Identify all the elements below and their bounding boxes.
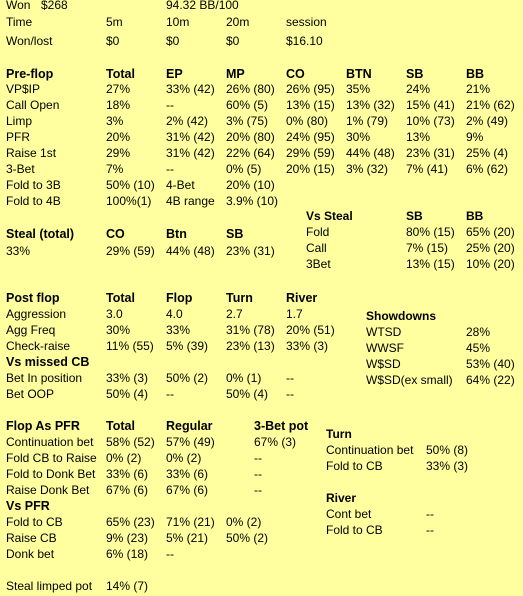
vs-pfr-row-cell: 6% (18) <box>106 547 149 561</box>
showdowns-row-value: 28% <box>466 325 491 339</box>
flop-pfr-col-header: Total <box>106 419 135 433</box>
vs-missed-cb-row-cell: 50% (2) <box>166 371 209 385</box>
vs-steal-row-label: 3Bet <box>306 257 331 271</box>
turn-row-value: 50% (8) <box>426 443 469 457</box>
preflop-col-header: BB <box>466 67 485 81</box>
vs-steal-row-label: Call <box>306 241 327 255</box>
preflop-row-label: VP$IP <box>6 82 41 96</box>
vs-pfr-row-cell: 0% (2) <box>226 515 262 529</box>
flop-pfr-col-header: Regular <box>166 419 213 433</box>
river-row-label: Fold to CB <box>326 523 383 537</box>
preflop-col-header: Total <box>106 67 135 81</box>
vs-steal-row-cell: 10% (20) <box>466 257 515 271</box>
postflop-title: Post flop <box>6 291 60 305</box>
preflop-row-cell: 21% (62) <box>466 98 515 112</box>
vs-steal-title: Vs Steal <box>306 209 353 223</box>
preflop-row-cell: 13% (15) <box>286 98 335 112</box>
postflop-row-label: Agg Freq <box>6 323 56 337</box>
flop-pfr-row-label: Fold CB to Raise <box>6 451 97 465</box>
flop-pfr-row-cell: -- <box>254 483 262 497</box>
preflop-title: Pre-flop <box>6 67 54 81</box>
preflop-row-cell: 6% (62) <box>466 162 509 176</box>
steal-limped-label: Steal limped pot <box>6 579 93 593</box>
postflop-row-cell: 2.7 <box>226 307 243 321</box>
preflop-row-cell: 50% (10) <box>106 178 155 192</box>
preflop-row-cell: 7% <box>106 162 124 176</box>
preflop-row-cell: 26% (95) <box>286 82 335 96</box>
postflop-row-cell: 33% (3) <box>286 339 329 353</box>
preflop-row-cell: 4B range <box>166 194 215 208</box>
turn-title: Turn <box>326 427 352 441</box>
vs-pfr-row-cell: 50% (2) <box>226 531 269 545</box>
vs-steal-row-cell: 25% (20) <box>466 241 515 255</box>
preflop-row-label: 3-Bet <box>6 162 35 176</box>
preflop-row-cell: 2% (49) <box>466 114 509 128</box>
showdowns-row-label: WWSF <box>366 341 404 355</box>
wonlost-label: Won/lost <box>6 34 53 48</box>
time-col: 10m <box>166 15 190 29</box>
preflop-row-cell: 1% (79) <box>346 114 389 128</box>
preflop-row-cell: 20% (10) <box>226 178 275 192</box>
postflop-row-label: Aggression <box>6 307 67 321</box>
preflop-row-label: Raise 1st <box>6 146 57 160</box>
preflop-row-cell: 21% <box>466 82 491 96</box>
vs-missed-cb-row-cell: 0% (1) <box>226 371 262 385</box>
vs-missed-cb-row-label: Bet In position <box>6 371 83 385</box>
wonlost-value: $0 <box>166 34 180 48</box>
preflop-row-cell: 30% <box>346 130 371 144</box>
showdowns-title: Showdowns <box>366 309 436 323</box>
preflop-row-cell: 31% (42) <box>166 130 215 144</box>
flop-pfr-row-cell: 33% (6) <box>106 467 149 481</box>
vs-steal-row-label: Fold <box>306 225 330 239</box>
preflop-row-cell: 60% (5) <box>226 98 269 112</box>
postflop-col-header: Turn <box>226 291 253 305</box>
vs-missed-cb-row-cell: 33% (3) <box>106 371 149 385</box>
postflop-row-cell: 3.0 <box>106 307 123 321</box>
vs-missed-cb-row-label: Bet OOP <box>6 387 55 401</box>
vs-steal-row-cell: 65% (20) <box>466 225 515 239</box>
wonlost-value: $0 <box>106 34 120 48</box>
steal-cell: 23% (31) <box>226 244 275 258</box>
preflop-row-cell: 7% (41) <box>406 162 449 176</box>
steal-col-header: CO <box>106 227 125 241</box>
preflop-row-label: Call Open <box>6 98 60 112</box>
steal-total-value: 33% <box>6 244 31 258</box>
preflop-col-header: SB <box>406 67 424 81</box>
showdowns-row-value: 53% (40) <box>466 357 515 371</box>
preflop-row-cell: 20% (15) <box>286 162 335 176</box>
preflop-row-cell: 0% (5) <box>226 162 262 176</box>
vs-pfr-row-cell: 71% (21) <box>166 515 215 529</box>
showdowns-row-label: WTSD <box>366 325 402 339</box>
river-title: River <box>326 491 357 505</box>
flop-pfr-row-cell: 57% (49) <box>166 435 215 449</box>
preflop-row-cell: 3% (75) <box>226 114 269 128</box>
postflop-row-cell: 23% (13) <box>226 339 275 353</box>
preflop-row-cell: -- <box>166 162 174 176</box>
steal-limped-value: 14% (7) <box>106 579 149 593</box>
vs-steal-row-cell: 80% (15) <box>406 225 455 239</box>
vs-missed-cb-row-cell: -- <box>286 371 294 385</box>
time-col: 20m <box>226 15 250 29</box>
river-row-value: -- <box>426 523 434 537</box>
preflop-row-cell: 10% (73) <box>406 114 455 128</box>
flop-pfr-row-cell: 33% (6) <box>166 467 209 481</box>
showdowns-row-value: 45% <box>466 341 491 355</box>
preflop-row-cell: 33% (42) <box>166 82 215 96</box>
river-row-label: Cont bet <box>326 507 372 521</box>
preflop-row-cell: 22% (64) <box>226 146 275 160</box>
vs-pfr-row-cell: -- <box>166 547 174 561</box>
postflop-row-cell: 5% (39) <box>166 339 209 353</box>
preflop-row-cell: 23% (31) <box>406 146 455 160</box>
won-amount: $268 <box>41 0 68 12</box>
showdowns-row-value: 64% (22) <box>466 373 515 387</box>
time-label: Time <box>6 15 33 29</box>
preflop-row-cell: 25% (4) <box>466 146 509 160</box>
preflop-row-cell: 4-Bet <box>166 178 195 192</box>
preflop-row-cell: 27% <box>106 82 131 96</box>
postflop-col-header: River <box>286 291 318 305</box>
turn-row-label: Fold to CB <box>326 459 383 473</box>
river-row-value: -- <box>426 507 434 521</box>
showdowns-row-label: W$SD(ex small) <box>366 373 453 387</box>
flop-pfr-row-cell: 0% (2) <box>166 451 202 465</box>
preflop-row-cell: 24% <box>406 82 431 96</box>
preflop-row-cell: 13% (32) <box>346 98 395 112</box>
vs-missed-cb-row-cell: 50% (4) <box>106 387 149 401</box>
vs-pfr-row-cell: 9% (23) <box>106 531 149 545</box>
steal-cell: 29% (59) <box>106 244 155 258</box>
flop-pfr-row-cell: 0% (2) <box>106 451 142 465</box>
preflop-row-cell: 29% <box>106 146 131 160</box>
preflop-row-cell: 3% (32) <box>346 162 389 176</box>
preflop-row-cell: 2% (42) <box>166 114 209 128</box>
time-col: session <box>286 15 327 29</box>
showdowns-row-label: W$SD <box>366 357 401 371</box>
vs-pfr-row-cell: 5% (21) <box>166 531 209 545</box>
vs-pfr-row-label: Donk bet <box>6 547 55 561</box>
flop-pfr-row-label: Continuation bet <box>6 435 94 449</box>
flop-pfr-row-cell: 58% (52) <box>106 435 155 449</box>
flop-pfr-row-cell: 67% (6) <box>166 483 209 497</box>
preflop-row-cell: 20% (80) <box>226 130 275 144</box>
flop-pfr-title: Flop As PFR <box>6 419 80 433</box>
preflop-col-header: EP <box>166 67 183 81</box>
vs-missed-cb-row-cell: -- <box>166 387 174 401</box>
vs-pfr-title: Vs PFR <box>6 499 50 513</box>
preflop-row-label: Fold to 3B <box>6 178 61 192</box>
postflop-row-cell: 33% <box>166 323 191 337</box>
vs-pfr-row-cell: 65% (23) <box>106 515 155 529</box>
preflop-row-cell: 20% <box>106 130 131 144</box>
bb-rate: 94.32 BB/100 <box>166 0 239 12</box>
time-col: 5m <box>106 15 123 29</box>
preflop-row-label: Limp <box>6 114 33 128</box>
preflop-row-cell: 13% <box>406 130 431 144</box>
steal-cell: 44% (48) <box>166 244 215 258</box>
wonlost-value: $0 <box>226 34 240 48</box>
flop-pfr-row-cell: 67% (6) <box>106 483 149 497</box>
turn-row-label: Continuation bet <box>326 443 414 457</box>
preflop-row-label: PFR <box>6 130 30 144</box>
postflop-row-cell: 31% (78) <box>226 323 275 337</box>
steal-col-header: SB <box>226 227 244 241</box>
postflop-row-label: Check-raise <box>6 339 71 353</box>
preflop-row-cell: 24% (95) <box>286 130 335 144</box>
flop-pfr-row-cell: 67% (3) <box>254 435 297 449</box>
vs-missed-cb-row-cell: 50% (4) <box>226 387 269 401</box>
preflop-row-cell: 31% (42) <box>166 146 215 160</box>
postflop-row-cell: 30% <box>106 323 131 337</box>
preflop-row-cell: 15% (41) <box>406 98 455 112</box>
preflop-row-cell: 0% (80) <box>286 114 329 128</box>
steal-title: Steal (total) <box>6 227 75 241</box>
vs-steal-row-cell: 7% (15) <box>406 241 449 255</box>
preflop-row-cell: 44% (48) <box>346 146 395 160</box>
preflop-col-header: MP <box>226 67 245 81</box>
preflop-row-cell: 29% (59) <box>286 146 335 160</box>
preflop-row-cell: 9% <box>466 130 484 144</box>
postflop-row-cell: 20% (51) <box>286 323 335 337</box>
preflop-row-label: Fold to 4B <box>6 194 61 208</box>
postflop-col-header: Flop <box>166 291 193 305</box>
flop-pfr-row-cell: -- <box>254 467 262 481</box>
flop-pfr-row-cell: -- <box>254 451 262 465</box>
postflop-row-cell: 4.0 <box>166 307 183 321</box>
wonlost-value: $16.10 <box>286 34 323 48</box>
postflop-row-cell: 1.7 <box>286 307 303 321</box>
vs-missed-cb-row-cell: -- <box>286 387 294 401</box>
preflop-row-cell: 100%(1) <box>106 194 152 208</box>
vs-missed-cb-title: Vs missed CB <box>6 355 90 369</box>
flop-pfr-col-header: 3-Bet pot <box>254 419 309 433</box>
preflop-row-cell: 26% (80) <box>226 82 275 96</box>
preflop-col-header: BTN <box>346 67 372 81</box>
preflop-row-cell: -- <box>166 98 174 112</box>
preflop-row-cell: 3.9% (10) <box>226 194 279 208</box>
vs-steal-col-header: SB <box>406 209 423 223</box>
preflop-row-cell: 35% <box>346 82 371 96</box>
flop-pfr-row-label: Raise Donk Bet <box>6 483 90 497</box>
preflop-row-cell: 3% <box>106 114 124 128</box>
turn-row-value: 33% (3) <box>426 459 469 473</box>
steal-col-header: Btn <box>166 227 187 241</box>
flop-pfr-row-label: Fold to Donk Bet <box>6 467 96 481</box>
vs-pfr-row-label: Raise CB <box>6 531 57 545</box>
won-label: Won <box>6 0 31 12</box>
postflop-row-cell: 11% (55) <box>106 339 154 353</box>
postflop-col-header: Total <box>106 291 135 305</box>
preflop-row-cell: 18% <box>106 98 131 112</box>
vs-steal-row-cell: 13% (15) <box>406 257 455 271</box>
vs-pfr-row-label: Fold to CB <box>6 515 63 529</box>
vs-steal-col-header: BB <box>466 209 484 223</box>
preflop-col-header: CO <box>286 67 305 81</box>
